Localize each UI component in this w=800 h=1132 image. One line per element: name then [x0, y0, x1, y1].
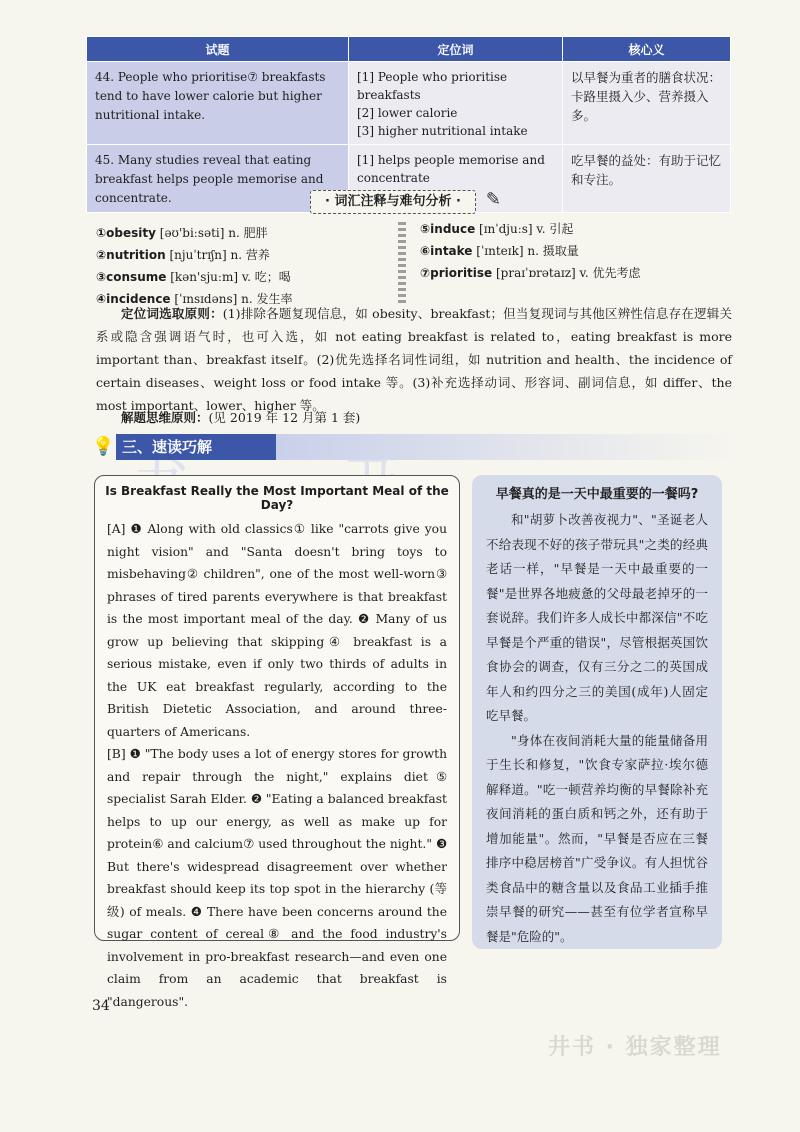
keyword-item: [2] lower calorie [357, 106, 458, 120]
vocab-list-left [96, 222, 292, 310]
locator-table [86, 36, 731, 213]
english-paragraph-a: [A] ❶ Along with old classics① like "carrots give you night vision" and "Santa doesn't bring toys to misbehaving② children", one of the most well-worn③ phrases of tired parents everywhere is that breakfast is the most important meal of the day. ❷ Many of us grow up believing that skipping④ breakfast is a serious mistake, even if only two thirds of adults in the UK eat breakfast regularly, according to the British Dietetic Association, and around three-quarters of Americans. [107, 522, 447, 739]
publisher-stamp: 井书 · 独家整理 [548, 1035, 722, 1060]
lightbulb-icon: 💡 [92, 436, 115, 457]
chinese-title: 早餐真的是一天中最重要的一餐吗? [495, 487, 699, 502]
chinese-paragraph-a: 和"胡萝卜改善夜视力"、"圣诞老人不给表现不好的孩子带玩具"之类的经典老话一样，"早餐是一天中最重要的一餐"是世界各地疲惫的父母最老掉牙的一套说辞。我们许多人成长中都深信"不吃早餐是个严重的错误"，尽管根据英国饮食协会的调查，仅有三分之二的英国成年人和约四分之三的美国(成年)人固定吃早餐。 [486, 512, 708, 723]
vocab-item: ⑥intake [ˈɪnteɪk] n. 摄取量 [420, 244, 579, 258]
keyword-item: [1] helps people memorise and concentrate [357, 153, 545, 185]
vocab-item: ⑦prioritise [praɪˈɒrətaɪz] v. 优先考虑 [420, 266, 641, 280]
vocab-item: ④incidence [ˈɪnsɪdəns] n. 发生率 [96, 292, 293, 306]
page-number: 34 [92, 998, 110, 1014]
pen-icon: ✎ [485, 189, 501, 210]
section-header [92, 434, 732, 462]
question-cell: 44. People who prioritise⑦ breakfasts tend to have lower calorie but higher nutritional intake. [87, 62, 349, 145]
header-question: 试题 [87, 37, 349, 62]
vocab-item: ⑤induce [ɪnˈdjuːs] v. 引起 [420, 222, 574, 236]
principle-paragraph: 定位词选取原则：(1)排除各题复现信息，如 obesity、breakfast；但当复现词与其他区辨性信息存在逻辑关系或隐含强调语气时，也可入选，如 not eating breakfast is related to，eating breakfast is more important than、breakfast itself。(2)优先选择名词性词组，如 nutrition and health、the incidence of certain diseases、weight loss or food intake 等。(3)补充选择动词、形容词、副词信息，如 differ、the most important、lower、higher 等。 [96, 306, 732, 413]
core-cell: 以早餐为重者的膳食状况：卡路里摄入少、营养摄入多。 [563, 62, 731, 145]
vocab-item: ①obesity [əʊ'biːsəti] n. 肥胖 [96, 226, 268, 240]
table-header-row [87, 37, 731, 62]
chinese-translation-box [472, 475, 722, 949]
vocab-heading [310, 189, 501, 214]
english-text [95, 518, 459, 1013]
vocab-item: ③consume [kən'sjuːm] v. 吃；喝 [96, 270, 291, 284]
table-row [87, 62, 731, 145]
keyword-item: [3] higher nutritional intake [357, 124, 528, 138]
vocab-list-right [420, 218, 641, 284]
keyword-item: [1] People who prioritise breakfasts [357, 70, 508, 102]
vocab-item: ②nutrition [njuˈtrɪʃn] n. 营养 [96, 248, 270, 262]
section-title: 三、速读巧解 [122, 438, 213, 456]
chinese-text [472, 508, 722, 949]
english-title: Is Breakfast Really the Most Important Meal of the Day? [105, 484, 449, 512]
header-core: 核心义 [563, 37, 731, 62]
keywords-cell [349, 62, 563, 145]
vocab-heading-text: · 词汇注释与难句分析 · [325, 194, 461, 209]
approach-paragraph: 解题思维原则：(见 2019 年 12 月第 1 套) [121, 410, 361, 425]
question-cell: 45. Many studies reveal that eating breakfast helps people memorise and concentrate. [87, 145, 349, 213]
chinese-paragraph-b: "身体在夜间消耗大量的能量储备用于生长和修复，"饮食专家萨拉·埃尔德解释道。"吃一顿营养均衡的早餐除补充夜间消耗的蛋白质和钙之外，还有助于增加能量"。然而，"早餐是否应在三餐排序中稳居榜首"广受争议。有人担忧谷类食品中的糖含量以及食品工业插手推崇早餐的研究——甚至有位学者宣称早餐是"危险的"。 [486, 732, 708, 944]
english-paragraph-b: [B] ❶ "The body uses a lot of energy stores for growth and repair through the night," explains diet⑤ specialist Sarah Elder. ❷ "Eating a balanced breakfast helps to up our energy, as well as make up for protein⑥ and calcium⑦ used throughout the night." ❸ But there's widespread disagreement over whether breakfast should keep its top spot in the hierarchy (等级) of meals. ❹ There have been concerns around the sugar content of cereal⑧ and the food industry's involvement in pro-breakfast research—and even one claim from an academic that breakfast is "dangerous". [107, 747, 447, 1009]
core-cell: 吃早餐的益处：有助于记忆和专注。 [563, 145, 731, 213]
header-keywords: 定位词 [349, 37, 563, 62]
divider-chain [398, 222, 406, 304]
